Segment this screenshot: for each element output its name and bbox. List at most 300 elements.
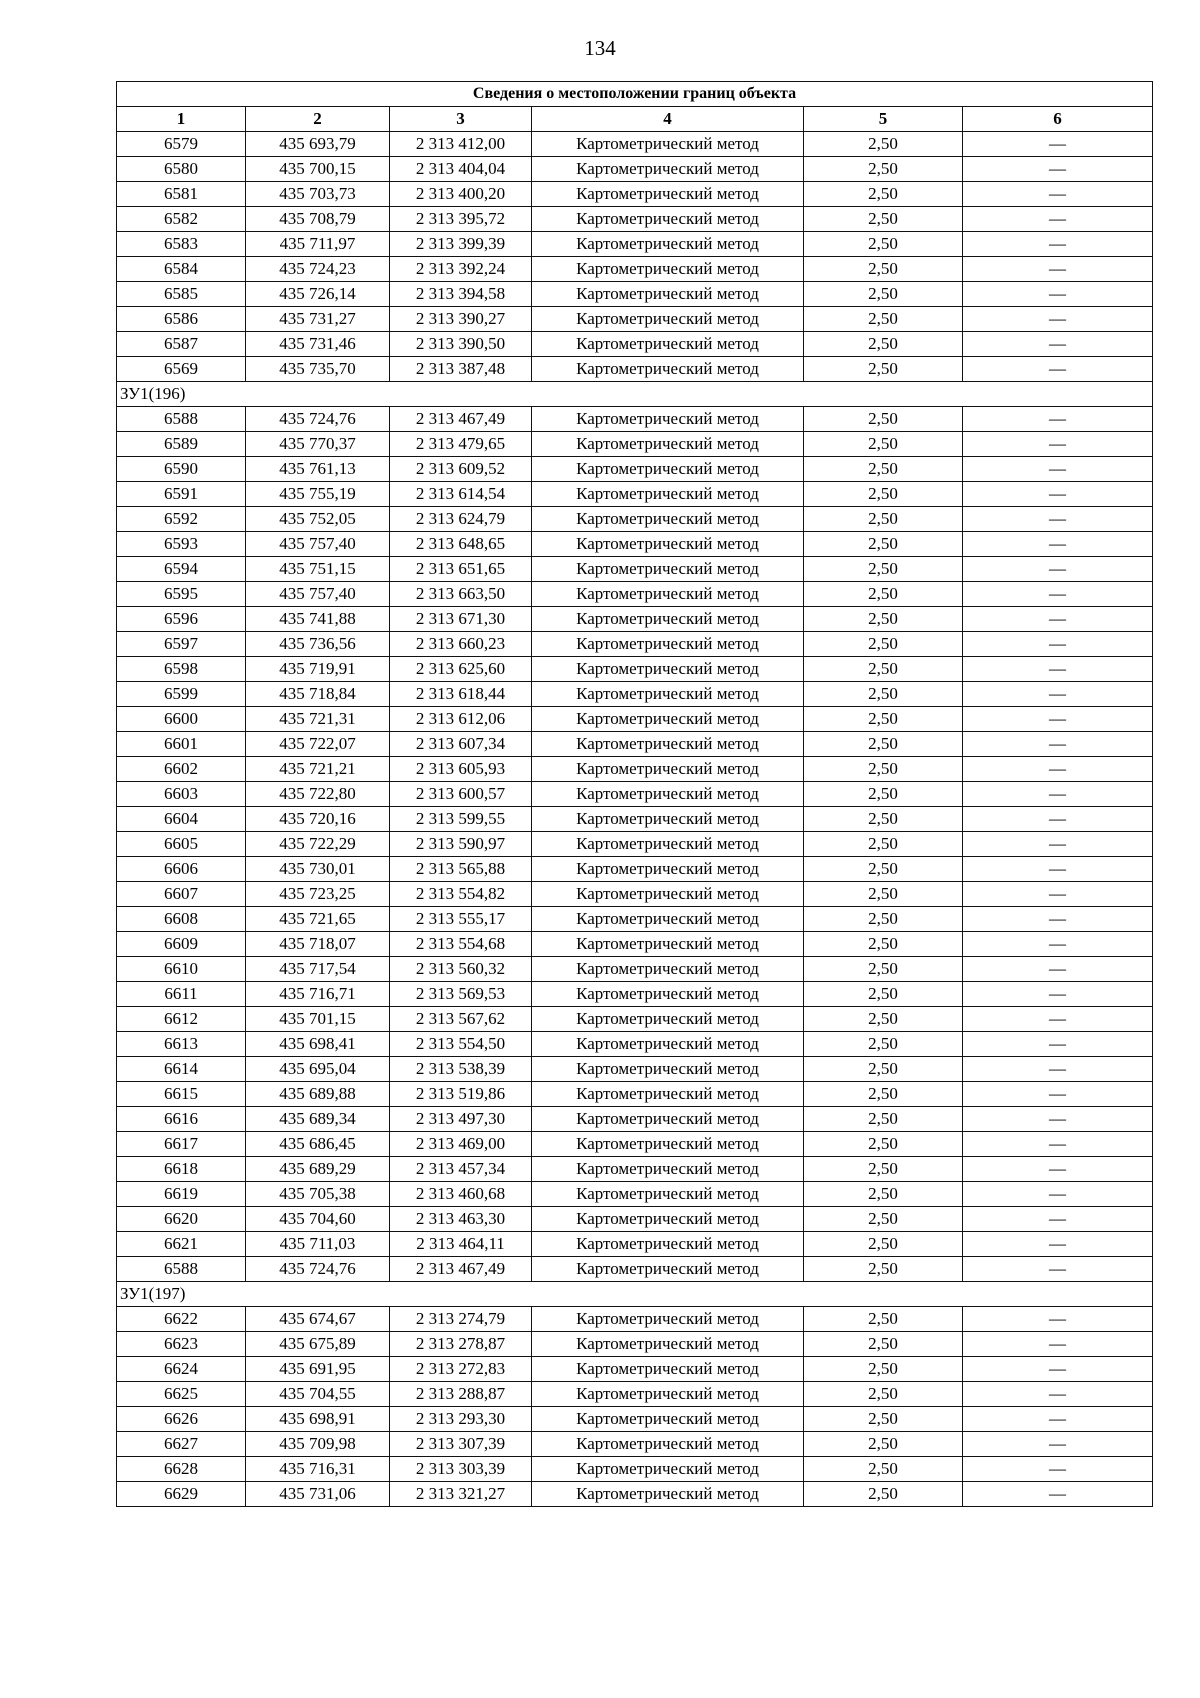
method-cell: Картометрический метод (532, 582, 804, 607)
table-row (117, 1007, 1153, 1032)
y-coordinate-cell: 2 313 293,30 (390, 1407, 532, 1432)
note-cell: — (963, 882, 1153, 907)
y-coordinate-cell: 2 313 387,48 (390, 357, 532, 382)
y-coordinate-cell: 2 313 554,50 (390, 1032, 532, 1057)
table-row (117, 1032, 1153, 1057)
accuracy-cell: 2,50 (804, 1057, 963, 1082)
y-coordinate-cell: 2 313 671,30 (390, 607, 532, 632)
x-coordinate-cell: 435 695,04 (246, 1057, 390, 1082)
method-cell: Картометрический метод (532, 132, 804, 157)
note-cell: — (963, 532, 1153, 557)
table-row (117, 207, 1153, 232)
accuracy-cell: 2,50 (804, 732, 963, 757)
point-number-cell: 6603 (117, 782, 246, 807)
x-coordinate-cell: 435 705,38 (246, 1182, 390, 1207)
accuracy-cell: 2,50 (804, 1082, 963, 1107)
x-coordinate-cell: 435 761,13 (246, 457, 390, 482)
section-row (117, 382, 1153, 407)
x-coordinate-cell: 435 726,14 (246, 282, 390, 307)
table-row (117, 232, 1153, 257)
accuracy-cell: 2,50 (804, 307, 963, 332)
point-number-cell: 6582 (117, 207, 246, 232)
y-coordinate-cell: 2 313 519,86 (390, 1082, 532, 1107)
method-cell: Картометрический метод (532, 307, 804, 332)
y-coordinate-cell: 2 313 660,23 (390, 632, 532, 657)
note-cell: — (963, 1157, 1153, 1182)
method-cell: Картометрический метод (532, 807, 804, 832)
table-row (117, 407, 1153, 432)
accuracy-cell: 2,50 (804, 332, 963, 357)
method-cell: Картометрический метод (532, 632, 804, 657)
table-row (117, 1107, 1153, 1132)
method-cell: Картометрический метод (532, 857, 804, 882)
x-coordinate-cell: 435 718,84 (246, 682, 390, 707)
note-cell: — (963, 757, 1153, 782)
method-cell: Картометрический метод (532, 1432, 804, 1457)
table-row (117, 1207, 1153, 1232)
point-number-cell: 6581 (117, 182, 246, 207)
section-row (117, 1282, 1153, 1307)
point-number-cell: 6595 (117, 582, 246, 607)
method-cell: Картометрический метод (532, 657, 804, 682)
accuracy-cell: 2,50 (804, 1232, 963, 1257)
note-cell: — (963, 1432, 1153, 1457)
table-row (117, 157, 1153, 182)
accuracy-cell: 2,50 (804, 132, 963, 157)
method-cell: Картометрический метод (532, 1082, 804, 1107)
note-cell: — (963, 1457, 1153, 1482)
y-coordinate-cell: 2 313 392,24 (390, 257, 532, 282)
note-cell: — (963, 1357, 1153, 1382)
point-number-cell: 6585 (117, 282, 246, 307)
accuracy-cell: 2,50 (804, 982, 963, 1007)
table-row (117, 1082, 1153, 1107)
point-number-cell: 6592 (117, 507, 246, 532)
point-number-cell: 6623 (117, 1332, 246, 1357)
point-number-cell: 6619 (117, 1182, 246, 1207)
accuracy-cell: 2,50 (804, 807, 963, 832)
table-row (117, 307, 1153, 332)
table-row (117, 432, 1153, 457)
point-number-cell: 6587 (117, 332, 246, 357)
accuracy-cell: 2,50 (804, 657, 963, 682)
section-label: ЗУ1(197) (117, 1282, 1153, 1307)
accuracy-cell: 2,50 (804, 207, 963, 232)
x-coordinate-cell: 435 724,76 (246, 407, 390, 432)
point-number-cell: 6617 (117, 1132, 246, 1157)
accuracy-cell: 2,50 (804, 682, 963, 707)
method-cell: Картометрический метод (532, 1407, 804, 1432)
table-title-row (117, 82, 1153, 107)
x-coordinate-cell: 435 770,37 (246, 432, 390, 457)
table-row (117, 507, 1153, 532)
point-number-cell: 6597 (117, 632, 246, 657)
x-coordinate-cell: 435 716,71 (246, 982, 390, 1007)
y-coordinate-cell: 2 313 618,44 (390, 682, 532, 707)
point-number-cell: 6588 (117, 1257, 246, 1282)
table-row (117, 732, 1153, 757)
y-coordinate-cell: 2 313 390,50 (390, 332, 532, 357)
note-cell: — (963, 907, 1153, 932)
method-cell: Картометрический метод (532, 1057, 804, 1082)
section-label: ЗУ1(196) (117, 382, 1153, 407)
point-number-cell: 6598 (117, 657, 246, 682)
note-cell: — (963, 657, 1153, 682)
method-cell: Картометрический метод (532, 432, 804, 457)
point-number-cell: 6622 (117, 1307, 246, 1332)
accuracy-cell: 2,50 (804, 1107, 963, 1132)
accuracy-cell: 2,50 (804, 607, 963, 632)
method-cell: Картометрический метод (532, 1257, 804, 1282)
method-cell: Картометрический метод (532, 732, 804, 757)
method-cell: Картометрический метод (532, 1382, 804, 1407)
x-coordinate-cell: 435 751,15 (246, 557, 390, 582)
note-cell: — (963, 982, 1153, 1007)
point-number-cell: 6616 (117, 1107, 246, 1132)
x-coordinate-cell: 435 711,03 (246, 1232, 390, 1257)
x-coordinate-cell: 435 724,23 (246, 257, 390, 282)
y-coordinate-cell: 2 313 625,60 (390, 657, 532, 682)
accuracy-cell: 2,50 (804, 1482, 963, 1507)
accuracy-cell: 2,50 (804, 582, 963, 607)
x-coordinate-cell: 435 701,15 (246, 1007, 390, 1032)
method-cell: Картометрический метод (532, 557, 804, 582)
method-cell: Картометрический метод (532, 1007, 804, 1032)
point-number-cell: 6607 (117, 882, 246, 907)
note-cell: — (963, 732, 1153, 757)
table-row (117, 1257, 1153, 1282)
table-row (117, 707, 1153, 732)
table-row (117, 782, 1153, 807)
y-coordinate-cell: 2 313 607,34 (390, 732, 532, 757)
x-coordinate-cell: 435 722,29 (246, 832, 390, 857)
point-number-cell: 6596 (117, 607, 246, 632)
method-cell: Картометрический метод (532, 182, 804, 207)
note-cell: — (963, 432, 1153, 457)
note-cell: — (963, 957, 1153, 982)
note-cell: — (963, 1032, 1153, 1057)
x-coordinate-cell: 435 731,27 (246, 307, 390, 332)
y-coordinate-cell: 2 313 651,65 (390, 557, 532, 582)
point-number-cell: 6604 (117, 807, 246, 832)
table-row (117, 1432, 1153, 1457)
point-number-cell: 6611 (117, 982, 246, 1007)
point-number-cell: 6613 (117, 1032, 246, 1057)
column-number: 2 (246, 107, 390, 132)
boundary-coordinates-table (116, 81, 1153, 1507)
point-number-cell: 6599 (117, 682, 246, 707)
accuracy-cell: 2,50 (804, 257, 963, 282)
x-coordinate-cell: 435 704,55 (246, 1382, 390, 1407)
method-cell: Картометрический метод (532, 782, 804, 807)
accuracy-cell: 2,50 (804, 357, 963, 382)
table-row (117, 257, 1153, 282)
note-cell: — (963, 1307, 1153, 1332)
point-number-cell: 6584 (117, 257, 246, 282)
x-coordinate-cell: 435 721,31 (246, 707, 390, 732)
table-row (117, 982, 1153, 1007)
method-cell: Картометрический метод (532, 532, 804, 557)
x-coordinate-cell: 435 730,01 (246, 857, 390, 882)
accuracy-cell: 2,50 (804, 157, 963, 182)
table-row (117, 482, 1153, 507)
y-coordinate-cell: 2 313 648,65 (390, 532, 532, 557)
accuracy-cell: 2,50 (804, 1382, 963, 1407)
x-coordinate-cell: 435 709,98 (246, 1432, 390, 1457)
note-cell: — (963, 607, 1153, 632)
x-coordinate-cell: 435 724,76 (246, 1257, 390, 1282)
column-number: 6 (963, 107, 1153, 132)
note-cell: — (963, 232, 1153, 257)
note-cell: — (963, 1382, 1153, 1407)
y-coordinate-cell: 2 313 460,68 (390, 1182, 532, 1207)
table-row (117, 132, 1153, 157)
accuracy-cell: 2,50 (804, 557, 963, 582)
y-coordinate-cell: 2 313 400,20 (390, 182, 532, 207)
note-cell: — (963, 332, 1153, 357)
table-row (117, 1182, 1153, 1207)
point-number-cell: 6610 (117, 957, 246, 982)
x-coordinate-cell: 435 741,88 (246, 607, 390, 632)
table-row (117, 682, 1153, 707)
accuracy-cell: 2,50 (804, 432, 963, 457)
point-number-cell: 6600 (117, 707, 246, 732)
accuracy-cell: 2,50 (804, 1357, 963, 1382)
y-coordinate-cell: 2 313 538,39 (390, 1057, 532, 1082)
note-cell: — (963, 1132, 1153, 1157)
method-cell: Картометрический метод (532, 282, 804, 307)
point-number-cell: 6601 (117, 732, 246, 757)
note-cell: — (963, 282, 1153, 307)
method-cell: Картометрический метод (532, 507, 804, 532)
method-cell: Картометрический метод (532, 1132, 804, 1157)
method-cell: Картометрический метод (532, 407, 804, 432)
table-row (117, 957, 1153, 982)
x-coordinate-cell: 435 757,40 (246, 532, 390, 557)
method-cell: Картометрический метод (532, 1182, 804, 1207)
y-coordinate-cell: 2 313 412,00 (390, 132, 532, 157)
x-coordinate-cell: 435 722,07 (246, 732, 390, 757)
y-coordinate-cell: 2 313 395,72 (390, 207, 532, 232)
method-cell: Картометрический метод (532, 757, 804, 782)
point-number-cell: 6614 (117, 1057, 246, 1082)
accuracy-cell: 2,50 (804, 707, 963, 732)
note-cell: — (963, 582, 1153, 607)
note-cell: — (963, 1482, 1153, 1507)
note-cell: — (963, 1232, 1153, 1257)
x-coordinate-cell: 435 735,70 (246, 357, 390, 382)
method-cell: Картометрический метод (532, 932, 804, 957)
table-row (117, 832, 1153, 857)
point-number-cell: 6589 (117, 432, 246, 457)
x-coordinate-cell: 435 721,65 (246, 907, 390, 932)
accuracy-cell: 2,50 (804, 1032, 963, 1057)
accuracy-cell: 2,50 (804, 1207, 963, 1232)
table-row (117, 757, 1153, 782)
x-coordinate-cell: 435 716,31 (246, 1457, 390, 1482)
table-row (117, 357, 1153, 382)
x-coordinate-cell: 435 689,88 (246, 1082, 390, 1107)
method-cell: Картометрический метод (532, 482, 804, 507)
point-number-cell: 6620 (117, 1207, 246, 1232)
table-row (117, 1232, 1153, 1257)
note-cell: — (963, 682, 1153, 707)
y-coordinate-cell: 2 313 554,68 (390, 932, 532, 957)
y-coordinate-cell: 2 313 569,53 (390, 982, 532, 1007)
y-coordinate-cell: 2 313 590,97 (390, 832, 532, 857)
method-cell: Картометрический метод (532, 157, 804, 182)
y-coordinate-cell: 2 313 554,82 (390, 882, 532, 907)
accuracy-cell: 2,50 (804, 1307, 963, 1332)
method-cell: Картометрический метод (532, 707, 804, 732)
y-coordinate-cell: 2 313 555,17 (390, 907, 532, 932)
note-cell: — (963, 832, 1153, 857)
method-cell: Картометрический метод (532, 1157, 804, 1182)
y-coordinate-cell: 2 313 457,34 (390, 1157, 532, 1182)
point-number-cell: 6629 (117, 1482, 246, 1507)
accuracy-cell: 2,50 (804, 1407, 963, 1432)
point-number-cell: 6602 (117, 757, 246, 782)
point-number-cell: 6580 (117, 157, 246, 182)
table-row (117, 1307, 1153, 1332)
accuracy-cell: 2,50 (804, 1432, 963, 1457)
table-row (117, 857, 1153, 882)
method-cell: Картометрический метод (532, 1307, 804, 1332)
y-coordinate-cell: 2 313 599,55 (390, 807, 532, 832)
x-coordinate-cell: 435 757,40 (246, 582, 390, 607)
table-row (117, 282, 1153, 307)
accuracy-cell: 2,50 (804, 182, 963, 207)
method-cell: Картометрический метод (532, 682, 804, 707)
y-coordinate-cell: 2 313 272,83 (390, 1357, 532, 1382)
method-cell: Картометрический метод (532, 1332, 804, 1357)
note-cell: — (963, 457, 1153, 482)
x-coordinate-cell: 435 717,54 (246, 957, 390, 982)
table-row (117, 457, 1153, 482)
x-coordinate-cell: 435 718,07 (246, 932, 390, 957)
table-row (117, 932, 1153, 957)
y-coordinate-cell: 2 313 600,57 (390, 782, 532, 807)
y-coordinate-cell: 2 313 390,27 (390, 307, 532, 332)
accuracy-cell: 2,50 (804, 507, 963, 532)
x-coordinate-cell: 435 693,79 (246, 132, 390, 157)
table-row (117, 1332, 1153, 1357)
point-number-cell: 6583 (117, 232, 246, 257)
x-coordinate-cell: 435 731,46 (246, 332, 390, 357)
y-coordinate-cell: 2 313 609,52 (390, 457, 532, 482)
x-coordinate-cell: 435 731,06 (246, 1482, 390, 1507)
point-number-cell: 6609 (117, 932, 246, 957)
x-coordinate-cell: 435 721,21 (246, 757, 390, 782)
table-title: Сведения о местоположении границ объекта (117, 82, 1153, 107)
point-number-cell: 6594 (117, 557, 246, 582)
y-coordinate-cell: 2 313 469,00 (390, 1132, 532, 1157)
note-cell: — (963, 782, 1153, 807)
x-coordinate-cell: 435 752,05 (246, 507, 390, 532)
point-number-cell: 6618 (117, 1157, 246, 1182)
note-cell: — (963, 1407, 1153, 1432)
y-coordinate-cell: 2 313 288,87 (390, 1382, 532, 1407)
x-coordinate-cell: 435 675,89 (246, 1332, 390, 1357)
accuracy-cell: 2,50 (804, 957, 963, 982)
y-coordinate-cell: 2 313 278,87 (390, 1332, 532, 1357)
x-coordinate-cell: 435 722,80 (246, 782, 390, 807)
column-number: 4 (532, 107, 804, 132)
note-cell: — (963, 207, 1153, 232)
method-cell: Картометрический метод (532, 957, 804, 982)
y-coordinate-cell: 2 313 560,32 (390, 957, 532, 982)
column-number: 5 (804, 107, 963, 132)
note-cell: — (963, 182, 1153, 207)
accuracy-cell: 2,50 (804, 907, 963, 932)
point-number-cell: 6590 (117, 457, 246, 482)
accuracy-cell: 2,50 (804, 782, 963, 807)
x-coordinate-cell: 435 719,91 (246, 657, 390, 682)
accuracy-cell: 2,50 (804, 1332, 963, 1357)
x-coordinate-cell: 435 703,73 (246, 182, 390, 207)
accuracy-cell: 2,50 (804, 1132, 963, 1157)
x-coordinate-cell: 435 723,25 (246, 882, 390, 907)
page-number: 134 (584, 36, 616, 60)
note-cell: — (963, 507, 1153, 532)
method-cell: Картометрический метод (532, 1457, 804, 1482)
point-number-cell: 6624 (117, 1357, 246, 1382)
note-cell: — (963, 1057, 1153, 1082)
y-coordinate-cell: 2 313 612,06 (390, 707, 532, 732)
method-cell: Картометрический метод (532, 257, 804, 282)
table-row (117, 582, 1153, 607)
note-cell: — (963, 132, 1153, 157)
column-number: 3 (390, 107, 532, 132)
point-number-cell: 6615 (117, 1082, 246, 1107)
point-number-cell: 6591 (117, 482, 246, 507)
note-cell: — (963, 557, 1153, 582)
note-cell: — (963, 1182, 1153, 1207)
method-cell: Картометрический метод (532, 607, 804, 632)
table-body (117, 132, 1153, 1507)
y-coordinate-cell: 2 313 624,79 (390, 507, 532, 532)
table-row (117, 1057, 1153, 1082)
y-coordinate-cell: 2 313 467,49 (390, 1257, 532, 1282)
accuracy-cell: 2,50 (804, 857, 963, 882)
y-coordinate-cell: 2 313 663,50 (390, 582, 532, 607)
table-row (117, 1157, 1153, 1182)
point-number-cell: 6569 (117, 357, 246, 382)
note-cell: — (963, 1257, 1153, 1282)
accuracy-cell: 2,50 (804, 1457, 963, 1482)
table-row (117, 1482, 1153, 1507)
note-cell: — (963, 1107, 1153, 1132)
accuracy-cell: 2,50 (804, 1182, 963, 1207)
accuracy-cell: 2,50 (804, 407, 963, 432)
y-coordinate-cell: 2 313 479,65 (390, 432, 532, 457)
table-row (117, 557, 1153, 582)
y-coordinate-cell: 2 313 321,27 (390, 1482, 532, 1507)
note-cell: — (963, 257, 1153, 282)
note-cell: — (963, 1332, 1153, 1357)
note-cell: — (963, 857, 1153, 882)
method-cell: Картометрический метод (532, 1107, 804, 1132)
table-row (117, 907, 1153, 932)
note-cell: — (963, 407, 1153, 432)
point-number-cell: 6608 (117, 907, 246, 932)
y-coordinate-cell: 2 313 464,11 (390, 1232, 532, 1257)
note-cell: — (963, 1007, 1153, 1032)
table-row (117, 532, 1153, 557)
x-coordinate-cell: 435 708,79 (246, 207, 390, 232)
note-cell: — (963, 932, 1153, 957)
note-cell: — (963, 357, 1153, 382)
